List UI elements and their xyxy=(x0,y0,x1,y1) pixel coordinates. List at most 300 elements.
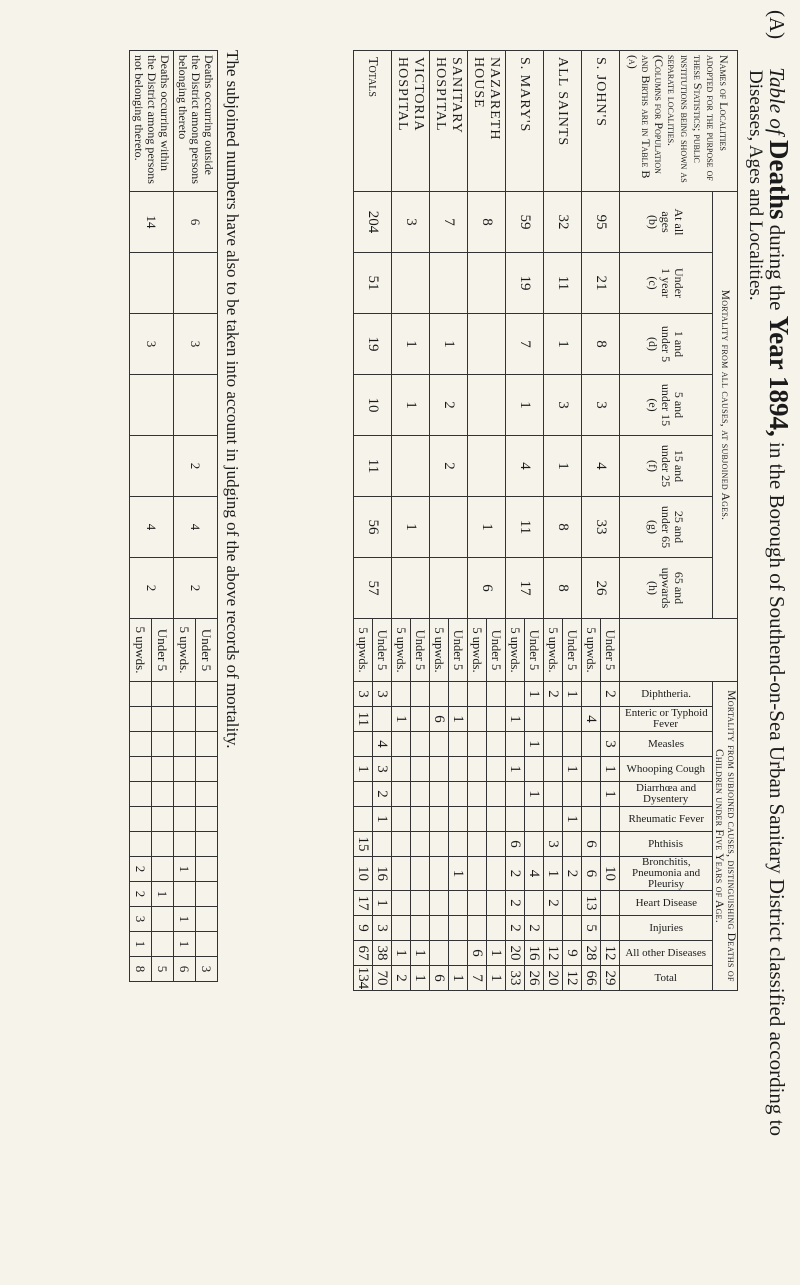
cause-label: Bronchitis, Pneumonia and Pleurisy xyxy=(631,856,701,890)
cause-count xyxy=(582,782,601,807)
age-count: 2 xyxy=(430,375,468,436)
age-count: 4 xyxy=(506,436,544,497)
age-header-line: (h) xyxy=(646,581,661,595)
age-count xyxy=(130,253,174,314)
age-band-under5: Under 5 xyxy=(152,619,174,682)
cause-count: 2 xyxy=(392,966,411,991)
cause-count: 2 xyxy=(601,682,620,707)
cause-count xyxy=(544,732,563,757)
cause-count xyxy=(152,807,174,832)
age-count: 1 xyxy=(544,436,582,497)
cause-count xyxy=(392,891,411,916)
age-header-line: upwards xyxy=(659,567,674,609)
cause-count: 6 xyxy=(430,966,449,991)
cause-count xyxy=(430,782,449,807)
age-count: 3 xyxy=(174,314,218,375)
cause-count: 15 xyxy=(354,832,373,857)
cause-count xyxy=(196,732,218,757)
table-row xyxy=(563,51,582,991)
cause-count xyxy=(392,757,411,782)
cause-column-header xyxy=(620,916,713,941)
cause-column-header xyxy=(620,891,713,916)
cause-count: 2 xyxy=(373,782,392,807)
cause-count: 1 xyxy=(152,882,174,907)
cause-count xyxy=(174,707,196,732)
page-title: (A) Table of Deaths during the Year 1894, in the Borough of Southend-on-Sea Urban Sanitary District classified according to xyxy=(764,10,794,1136)
cause-count xyxy=(563,732,582,757)
age-header-line: 65 and xyxy=(672,571,687,605)
age-count xyxy=(430,558,468,619)
cause-count xyxy=(430,757,449,782)
cause-count xyxy=(601,707,620,732)
cause-count xyxy=(392,832,411,857)
cause-count xyxy=(544,807,563,832)
cause-count: 38 xyxy=(373,941,392,966)
cause-count xyxy=(130,682,152,707)
cause-count xyxy=(392,682,411,707)
cause-count: 3 xyxy=(196,957,218,982)
age-count: 2 xyxy=(174,436,218,497)
cause-count: 1 xyxy=(563,757,582,782)
cause-count xyxy=(525,707,544,732)
cause-count xyxy=(563,891,582,916)
cause-count: 1 xyxy=(411,966,430,991)
cause-count xyxy=(196,807,218,832)
cause-count xyxy=(411,916,430,941)
age-count: 6 xyxy=(174,192,218,253)
cause-count: 1 xyxy=(449,707,468,732)
age-count xyxy=(468,436,506,497)
age-count: 1 xyxy=(468,497,506,558)
age-header-line: (g) xyxy=(646,520,661,534)
cause-count xyxy=(354,782,373,807)
cause-count xyxy=(487,707,506,732)
cause-count xyxy=(468,832,487,857)
cause-count: 12 xyxy=(601,941,620,966)
cause-column-header xyxy=(620,966,713,991)
age-count: 7 xyxy=(430,192,468,253)
table-row xyxy=(487,51,506,991)
cause-count: 6 xyxy=(582,857,601,891)
age-count xyxy=(174,253,218,314)
cause-column-header xyxy=(620,782,713,807)
cause-count: 2 xyxy=(506,857,525,891)
age-band-over5: 5 upwds. xyxy=(130,619,152,682)
cause-count xyxy=(563,782,582,807)
locality-name: S. JOHN'S xyxy=(582,51,620,192)
cause-count xyxy=(468,757,487,782)
cause-count xyxy=(468,891,487,916)
age-count: 1 xyxy=(392,497,430,558)
cause-count xyxy=(411,832,430,857)
cause-count: 12 xyxy=(563,966,582,991)
age-count: 19 xyxy=(506,253,544,314)
age-count: 2 xyxy=(430,436,468,497)
cause-label: Phthisis xyxy=(648,837,684,850)
cause-count xyxy=(487,682,506,707)
cause-count xyxy=(174,782,196,807)
cause-count: 1 xyxy=(525,782,544,807)
cause-count xyxy=(196,832,218,857)
cause-count: 6 xyxy=(582,832,601,857)
cause-count xyxy=(449,757,468,782)
age-count xyxy=(174,375,218,436)
cause-count xyxy=(468,782,487,807)
cause-count xyxy=(449,807,468,832)
cause-count: 2 xyxy=(130,882,152,907)
cause-count xyxy=(196,707,218,732)
age-count: 8 xyxy=(582,314,620,375)
cause-count xyxy=(152,832,174,857)
cause-count xyxy=(544,707,563,732)
cause-count: 5 xyxy=(582,916,601,941)
cause-count xyxy=(373,832,392,857)
age-subheader xyxy=(620,619,738,682)
age-count xyxy=(430,497,468,558)
table-row xyxy=(411,51,430,991)
cause-count xyxy=(506,732,525,757)
subjoined-causes-header: Mortality from subjoined causes, distinguishing Deaths of Children under Five Years of Age. xyxy=(713,682,738,991)
age-column-header xyxy=(620,192,713,253)
page-subtitle: Diseases, Ages and Localities. xyxy=(745,70,766,301)
age-column-header xyxy=(620,497,713,558)
cause-count: 2 xyxy=(525,916,544,941)
cause-count: 3 xyxy=(130,907,152,932)
locality-name: S. MARY'S xyxy=(506,51,544,192)
cause-count xyxy=(582,732,601,757)
cause-count xyxy=(430,682,449,707)
cause-count xyxy=(411,682,430,707)
age-count: 8 xyxy=(544,558,582,619)
cause-count: 1 xyxy=(373,891,392,916)
cause-count xyxy=(525,757,544,782)
cause-count xyxy=(582,682,601,707)
cause-count xyxy=(430,891,449,916)
cause-count xyxy=(544,916,563,941)
age-band-over5: 5 upwds. xyxy=(506,619,525,682)
cause-count: 13 xyxy=(582,891,601,916)
age-header-line: (f) xyxy=(646,460,661,472)
cause-count xyxy=(468,732,487,757)
cause-count xyxy=(152,732,174,757)
cause-count: 4 xyxy=(373,732,392,757)
table-row xyxy=(601,51,620,991)
cause-count xyxy=(130,807,152,832)
age-band-under5: Under 5 xyxy=(601,619,620,682)
cause-count xyxy=(582,807,601,832)
cause-count xyxy=(152,857,174,882)
cause-count: 16 xyxy=(373,857,392,891)
cause-count: 1 xyxy=(601,782,620,807)
cause-count xyxy=(130,732,152,757)
age-count: 51 xyxy=(354,253,392,314)
cause-count: 6 xyxy=(174,957,196,982)
cause-count xyxy=(354,807,373,832)
cause-column-header xyxy=(620,707,713,732)
table-row xyxy=(373,51,392,991)
age-count: 1 xyxy=(392,314,430,375)
cause-count xyxy=(430,807,449,832)
cause-count xyxy=(174,682,196,707)
age-count xyxy=(468,314,506,375)
note: The subjoined numbers have also to be taken into account in judging of the above records of mortality. xyxy=(223,50,242,749)
cause-count: 1 xyxy=(411,941,430,966)
cause-count xyxy=(430,941,449,966)
cause-count xyxy=(392,807,411,832)
age-band-under5: Under 5 xyxy=(525,619,544,682)
age-band-over5: 5 upwds. xyxy=(544,619,563,682)
cause-count xyxy=(152,907,174,932)
cause-count xyxy=(487,857,506,891)
cause-count xyxy=(487,891,506,916)
mortality-table xyxy=(353,50,738,991)
age-count: 1 xyxy=(430,314,468,375)
cause-count xyxy=(506,807,525,832)
cause-count: 1 xyxy=(354,757,373,782)
age-count: 1 xyxy=(392,375,430,436)
locality-name: VICTORIA HOSPITAL xyxy=(392,51,430,192)
cause-count: 17 xyxy=(354,891,373,916)
cause-count: 20 xyxy=(544,966,563,991)
cause-count: 2 xyxy=(130,857,152,882)
age-header-line: 1 year xyxy=(659,268,674,298)
localities-header: Names of Localities adopted for the purpose of these Statistics; public institutions being shown as separate localities. (Columns for Population and Births are in Table B (a) xyxy=(620,51,738,192)
cause-label: Injuries xyxy=(649,921,683,934)
cause-count: 12 xyxy=(544,941,563,966)
locality-name: SANITARY HOSPITAL xyxy=(430,51,468,192)
cause-label: Diarrhœa and Dysentery xyxy=(635,782,697,805)
cause-count xyxy=(152,707,174,732)
age-count: 10 xyxy=(354,375,392,436)
age-count: 2 xyxy=(174,558,218,619)
cause-count xyxy=(506,782,525,807)
age-header-line: At all xyxy=(672,208,687,236)
cause-count: 4 xyxy=(582,707,601,732)
age-band-over5: 5 upwds. xyxy=(392,619,411,682)
cause-count xyxy=(449,832,468,857)
cause-count: 1 xyxy=(449,857,468,891)
cause-count: 28 xyxy=(582,941,601,966)
cause-count: 8 xyxy=(130,957,152,982)
cause-count xyxy=(525,807,544,832)
cause-count xyxy=(354,732,373,757)
cause-count xyxy=(174,732,196,757)
age-header-line: (e) xyxy=(646,398,661,412)
cause-count xyxy=(196,907,218,932)
cause-count xyxy=(174,757,196,782)
cause-count xyxy=(468,707,487,732)
cause-count: 1 xyxy=(392,941,411,966)
age-count: 17 xyxy=(506,558,544,619)
cause-count: 4 xyxy=(525,857,544,891)
cause-count: 1 xyxy=(601,757,620,782)
cause-count: 70 xyxy=(373,966,392,991)
cause-count: 1 xyxy=(544,857,563,891)
all-causes-header: Mortality from all causes, at subjoined Ages. xyxy=(713,192,738,619)
cause-count: 33 xyxy=(506,966,525,991)
cause-count xyxy=(601,891,620,916)
age-band-under5: Under 5 xyxy=(373,619,392,682)
age-band-over5: 5 upwds. xyxy=(468,619,487,682)
cause-count: 2 xyxy=(563,857,582,891)
age-count: 3 xyxy=(392,192,430,253)
age-count xyxy=(130,436,174,497)
cause-count xyxy=(196,757,218,782)
age-band-under5: Under 5 xyxy=(196,619,218,682)
cause-count xyxy=(152,757,174,782)
cause-count: 1 xyxy=(174,932,196,957)
cause-count: 1 xyxy=(130,932,152,957)
cause-count xyxy=(487,916,506,941)
age-count xyxy=(430,253,468,314)
cause-count xyxy=(601,807,620,832)
age-column-header xyxy=(620,558,713,619)
age-header-line: ages xyxy=(659,211,674,233)
age-count: 21 xyxy=(582,253,620,314)
cause-count xyxy=(525,891,544,916)
cause-count: 1 xyxy=(525,682,544,707)
cause-count xyxy=(563,916,582,941)
cause-count xyxy=(411,807,430,832)
cause-count: 3 xyxy=(373,916,392,941)
age-column-header xyxy=(620,253,713,314)
age-count: 19 xyxy=(354,314,392,375)
age-header-line: under 15 xyxy=(659,383,674,427)
cause-count: 2 xyxy=(544,682,563,707)
age-count: 6 xyxy=(468,558,506,619)
cause-count xyxy=(430,916,449,941)
cause-count xyxy=(449,891,468,916)
cause-count xyxy=(152,932,174,957)
age-header-line: under 5 xyxy=(659,325,674,363)
age-header-line: (b) xyxy=(646,215,661,229)
age-header-line: under 25 xyxy=(659,444,674,488)
table-row xyxy=(196,51,218,982)
age-count: 8 xyxy=(468,192,506,253)
cause-count xyxy=(449,782,468,807)
cause-count: 7 xyxy=(468,966,487,991)
cause-count: 11 xyxy=(354,707,373,732)
cause-count: 6 xyxy=(506,832,525,857)
cause-label: Diphtheria. xyxy=(641,687,691,700)
age-count: 26 xyxy=(582,558,620,619)
age-count: 3 xyxy=(544,375,582,436)
locality-name: NAZARETH HOUSE xyxy=(468,51,506,192)
cause-count xyxy=(601,916,620,941)
age-band-over5: 5 upwds. xyxy=(354,619,373,682)
cause-count xyxy=(487,832,506,857)
cause-count xyxy=(174,832,196,857)
cause-count: 1 xyxy=(487,941,506,966)
age-count: 11 xyxy=(354,436,392,497)
cause-count xyxy=(130,707,152,732)
age-count xyxy=(468,375,506,436)
age-count: 95 xyxy=(582,192,620,253)
age-count: 56 xyxy=(354,497,392,558)
cause-count xyxy=(582,757,601,782)
cause-count xyxy=(430,732,449,757)
age-band-over5: 5 upwds. xyxy=(582,619,601,682)
locality-name: Totals xyxy=(354,51,392,192)
cause-count xyxy=(411,732,430,757)
age-count: 4 xyxy=(582,436,620,497)
cause-count: 3 xyxy=(373,757,392,782)
cause-count: 1 xyxy=(563,807,582,832)
age-band-under5: Under 5 xyxy=(449,619,468,682)
cause-count: 29 xyxy=(601,966,620,991)
age-band-over5: 5 upwds. xyxy=(174,619,196,682)
cause-count xyxy=(196,782,218,807)
age-count: 7 xyxy=(506,314,544,375)
cause-count: 6 xyxy=(430,707,449,732)
table-row xyxy=(152,51,174,982)
cause-label: Heart Disease xyxy=(635,896,697,909)
cause-count: 1 xyxy=(373,807,392,832)
cause-count xyxy=(392,732,411,757)
cause-count xyxy=(430,832,449,857)
cause-label: Measles xyxy=(647,737,685,750)
age-count: 3 xyxy=(582,375,620,436)
age-count: 1 xyxy=(544,314,582,375)
cause-count: 9 xyxy=(354,916,373,941)
cause-count: 1 xyxy=(174,907,196,932)
cause-count: 9 xyxy=(563,941,582,966)
cause-column-header xyxy=(620,807,713,832)
cause-count: 66 xyxy=(582,966,601,991)
age-count: 2 xyxy=(130,558,174,619)
age-column-header xyxy=(620,314,713,375)
cause-count xyxy=(130,832,152,857)
age-count xyxy=(468,253,506,314)
extra-label: Deaths occurring outside the District among persons belonging thereto xyxy=(174,51,218,192)
supplementary-table xyxy=(129,50,218,982)
age-count: 3 xyxy=(130,314,174,375)
age-header-line: (d) xyxy=(646,337,661,351)
cause-label: All other Diseases xyxy=(625,946,707,959)
age-header-line: 1 and xyxy=(672,330,687,358)
cause-count: 2 xyxy=(506,916,525,941)
cause-count xyxy=(487,807,506,832)
age-header-line: 15 and xyxy=(672,449,687,483)
cause-count: 134 xyxy=(355,966,372,990)
cause-column-header xyxy=(620,732,713,757)
cause-column-header xyxy=(620,682,713,707)
cause-column-header xyxy=(620,941,713,966)
cause-label: Total xyxy=(654,971,678,984)
cause-count xyxy=(411,857,430,891)
age-count xyxy=(392,436,430,497)
cause-count: 6 xyxy=(468,941,487,966)
cause-count xyxy=(449,941,468,966)
cause-count xyxy=(373,707,392,732)
cause-count: 1 xyxy=(525,732,544,757)
age-column-header xyxy=(620,436,713,497)
cause-count xyxy=(152,682,174,707)
cause-column-header xyxy=(620,857,713,891)
cause-count xyxy=(392,916,411,941)
cause-count xyxy=(506,682,525,707)
cause-count xyxy=(174,882,196,907)
age-count: 32 xyxy=(544,192,582,253)
cause-count xyxy=(196,882,218,907)
cause-count xyxy=(392,782,411,807)
age-band-under5: Under 5 xyxy=(563,619,582,682)
cause-count: 1 xyxy=(506,707,525,732)
cause-count xyxy=(487,732,506,757)
age-column-header xyxy=(620,375,713,436)
table-row xyxy=(449,51,468,991)
age-header-line: under 65 xyxy=(659,505,674,549)
